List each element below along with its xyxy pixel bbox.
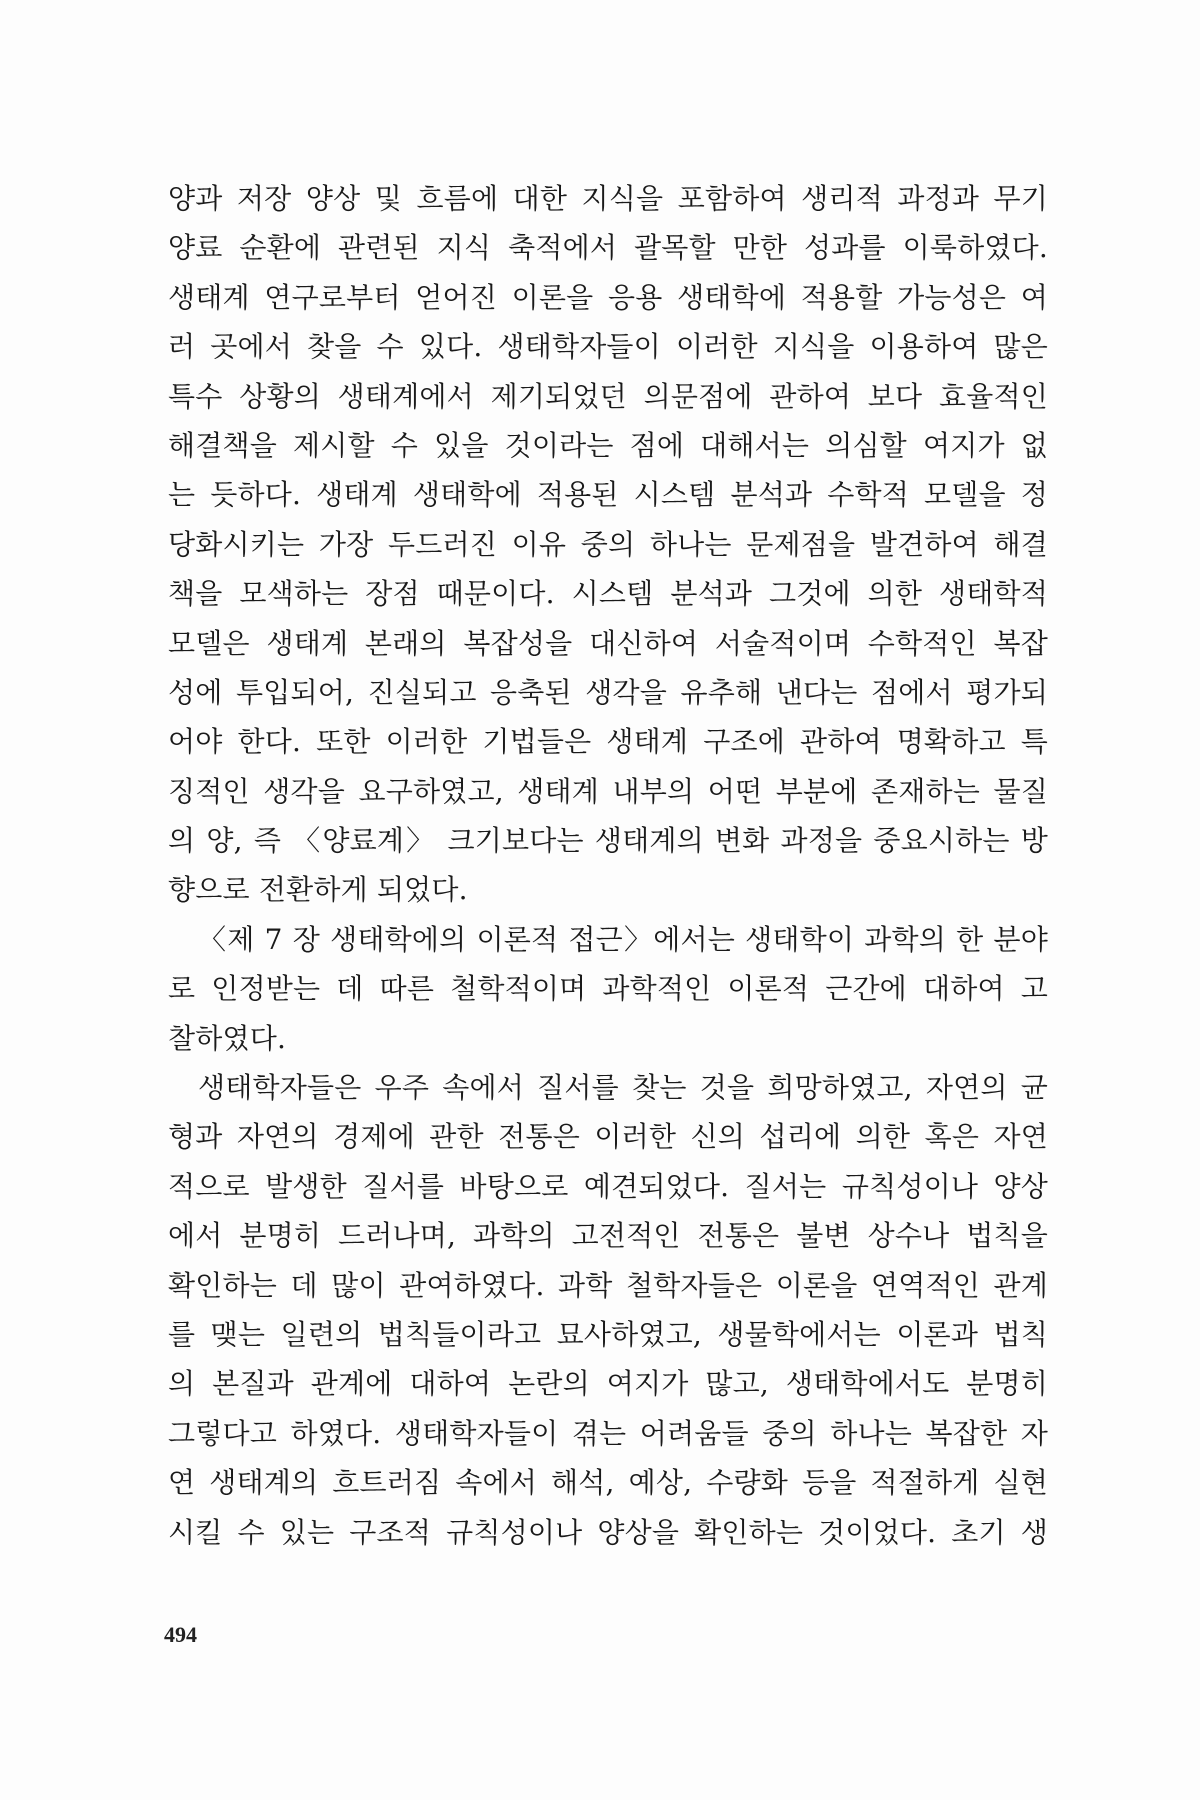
- body-text: [168, 174, 1048, 1557]
- text-line: 성에 투입되어, 진실되고 응축된 생각을 유추해 낸다는 점에서 평가되: [168, 675, 1048, 709]
- text-line: 책을 모색하는 장점 때문이다. 시스템 분석과 그것에 의한 생태학적: [168, 577, 1048, 611]
- page-number: 494: [164, 1622, 197, 1647]
- text-line: 해결책을 제시할 수 있을 것이라는 점에 대해서는 의심할 여지가 없: [168, 428, 1048, 462]
- text-line: 로 인정받는 데 따른 철학적이며 과학적인 이론적 근간에 대하여 고: [168, 972, 1048, 1006]
- text-line: 확인하는 데 많이 관여하였다. 과학 철학자들은 이론을 연역적인 관계: [168, 1268, 1048, 1302]
- text-line: 당화시키는 가장 두드러진 이유 중의 하나는 문제점을 발견하여 해결: [168, 527, 1048, 561]
- text-line: 〈제 7 장 생태학에의 이론적 접근〉에서는 생태학이 과학의 한 분야: [198, 922, 1048, 956]
- text-line: 양료 순환에 관련된 지식 축적에서 괄목할 만한 성과를 이룩하였다.: [168, 231, 1048, 265]
- text-line: 찰하였다.: [168, 1021, 287, 1055]
- text-line: 그렇다고 하였다. 생태학자들이 겪는 어려움들 중의 하나는 복잡한 자: [168, 1416, 1048, 1450]
- text-line: 향으로 전환하게 되었다.: [168, 873, 468, 907]
- paragraph-1: [168, 174, 1048, 915]
- text-line: 어야 한다. 또한 이러한 기법들은 생태계 구조에 관하여 명확하고 특: [168, 725, 1048, 759]
- text-line: 러 곳에서 찾을 수 있다. 생태학자들이 이러한 지식을 이용하여 많은: [168, 330, 1048, 364]
- text-line: 특수 상황의 생태계에서 제기되었던 의문점에 관하여 보다 효율적인: [168, 379, 1048, 413]
- text-line: 적으로 발생한 질서를 바탕으로 예견되었다. 질서는 규칙성이나 양상: [168, 1169, 1048, 1203]
- text-line: 형과 자연의 경제에 관한 전통은 이러한 신의 섭리에 의한 혹은 자연: [168, 1120, 1048, 1154]
- text-line: 시킬 수 있는 구조적 규칙성이나 양상을 확인하는 것이었다. 초기 생: [168, 1515, 1048, 1549]
- text-line: 양과 저장 양상 및 흐름에 대한 지식을 포함하여 생리적 과정과 무기: [168, 182, 1048, 215]
- paragraph-2: [168, 915, 1048, 1063]
- text-line: 생태학자들은 우주 속에서 질서를 찾는 것을 희망하였고, 자연의 균: [198, 1071, 1048, 1105]
- text-line: 를 맺는 일련의 법칙들이라고 묘사하였고, 생물학에서는 이론과 법칙: [168, 1317, 1048, 1351]
- text-line: 에서 분명히 드러나며, 과학의 고전적인 전통은 불변 상수나 법칙을: [168, 1219, 1048, 1253]
- paragraph-3: [168, 1063, 1048, 1557]
- text-line: 생태계 연구로부터 얻어진 이론을 응용 생태학에 적용할 가능성은 여: [168, 280, 1048, 314]
- text-line: 모델은 생태계 본래의 복잡성을 대신하여 서술적이며 수학적인 복잡: [168, 626, 1048, 660]
- text-line: 징적인 생각을 요구하였고, 생태계 내부의 어떤 부분에 존재하는 물질: [168, 774, 1048, 808]
- text-line: 연 생태계의 흐트러짐 속에서 해석, 예상, 수량화 등을 적절하게 실현: [168, 1466, 1048, 1500]
- text-line: 의 본질과 관계에 대하여 논란의 여지가 많고, 생태학에서도 분명히: [168, 1367, 1048, 1401]
- text-line: 의 양, 즉 〈양료계〉 크기보다는 생태계의 변화 과정을 중요시하는 방: [168, 824, 1048, 858]
- text-line: 는 듯하다. 생태계 생태학에 적용된 시스템 분석과 수학적 모델을 정: [168, 478, 1048, 512]
